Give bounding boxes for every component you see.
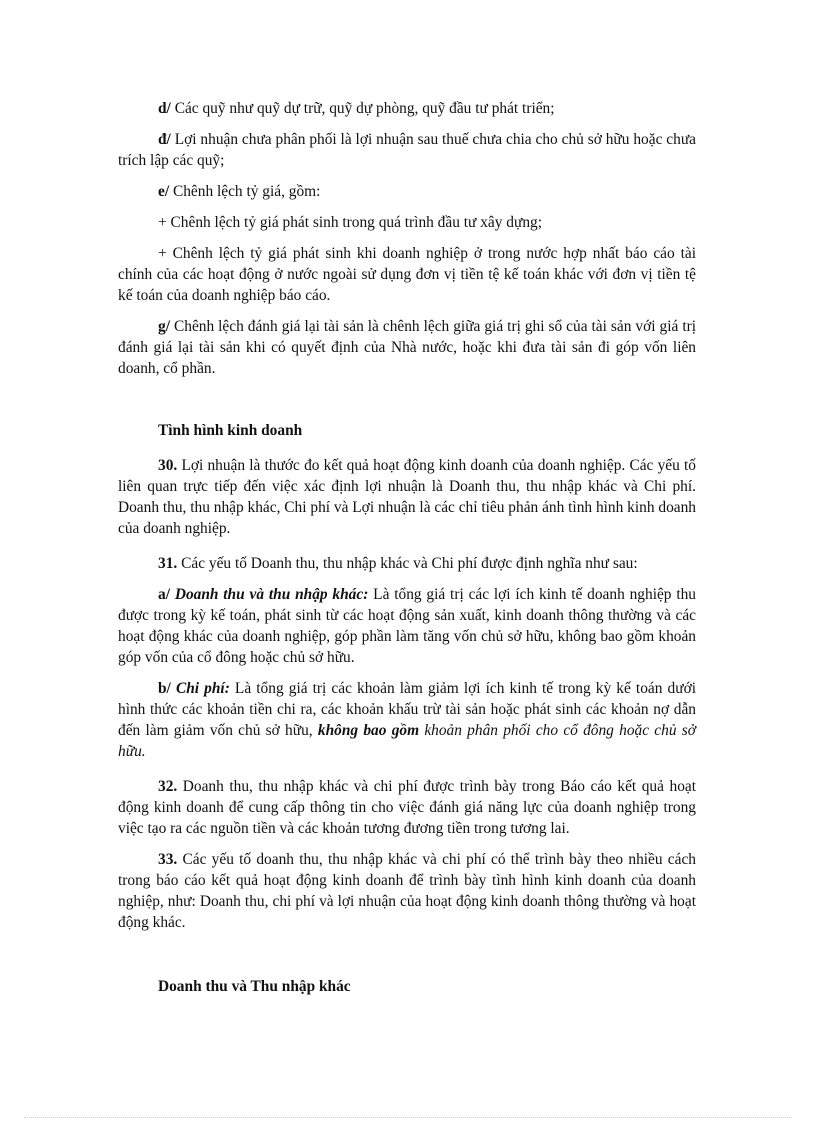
paragraph-31a: a/ Doanh thu và thu nhập khác: Là tổng giá trị các lợi ích kinh tế doanh nghiệp thu được trong kỳ kế toán, phát sinh từ các hoạt động sản xuất, kinh doanh thông thường và các hoạt động khác của doanh nghiệp, góp phần làm tăng vốn chủ sở hữu, không bao gồm khoản góp vốn của cổ đông hoặc chủ sở hữu. [118, 586, 696, 666]
paragraph-e: e/ Chênh lệch tỷ giá, gồm: [158, 183, 321, 200]
paragraph-e-bullet-1: + Chênh lệch tỷ giá phát sinh trong quá trình đầu tư xây dựng; [158, 214, 542, 231]
item-label: e/ [158, 183, 170, 200]
item-label: đ/ [158, 131, 171, 148]
item-label: a/ [158, 586, 170, 603]
paragraph-31: 31. Các yếu tố Doanh thu, thu nhập khác và Chi phí được định nghĩa như sau: [158, 555, 638, 572]
section-heading-revenue-other-income: Doanh thu và Thu nhập khác [158, 978, 351, 995]
page-content [118, 98, 696, 997]
paragraph-number: 32. [158, 778, 178, 795]
paragraph-32: 32. Doanh thu, thu nhập khác và chi phí được trình bày trong Báo cáo kết quả hoạt động kinh doanh để cung cấp thông tin cho việc đánh giá năng lực của doanh nghiệp trong việc tạo ra các nguồn tiền và các khoản tương đương tiền trong tương lai. [118, 778, 696, 837]
paragraph-33: 33. Các yếu tố doanh thu, thu nhập khác và chi phí có thể trình bày theo nhiều cách trong báo cáo kết quả hoạt động kinh doanh để trình bày tình hình kinh doanh của doanh nghiệp, như: Doanh thu, chi phí và lợi nhuận của hoạt động kinh doanh thông thường và hoạt động khác. [118, 851, 696, 931]
defined-term: Doanh thu và thu nhập khác: [174, 586, 369, 603]
paragraph-30: 30. Lợi nhuận là thước đo kết quả hoạt động kinh doanh của doanh nghiệp. Các yếu tố liên quan trực tiếp đến việc xác định lợi nhuận là Doanh thu, thu nhập khác và Chi phí. Doanh thu, thu nhập khác, Chi phí và Lợi nhuận là các chỉ tiêu phản ánh tình hình kinh doanh của doanh nghiệp. [118, 457, 696, 537]
paragraph-e-bullet-2: + Chênh lệch tỷ giá phát sinh khi doanh nghiệp ở trong nước hợp nhất báo cáo tài chính của các hoạt động ở nước ngoài sử dụng đơn vị tiền tệ kế toán khác với đơn vị tiền tệ kế toán của doanh nghiệp báo cáo. [118, 245, 696, 304]
paragraph-number: 33. [158, 851, 178, 868]
paragraph-d: d/ Các quỹ như quỹ dự trữ, quỹ dự phòng, quỹ đầu tư phát triển; [158, 100, 555, 117]
section-heading-business-situation: Tình hình kinh doanh [158, 422, 303, 439]
paragraph-31b: b/ Chi phí: Là tổng giá trị các khoản làm giảm lợi ích kinh tế trong kỳ kế toán dưới hình thức các khoản tiền chi ra, các khoản khấu trừ tài sản hoặc phát sinh các khoản nợ dẫn đến làm giảm vốn chủ sở hữu, không bao gồm khoản phân phối cho cổ đông hoặc chủ sở hữu. [118, 680, 696, 760]
item-label: b/ [158, 680, 171, 697]
paragraph-number: 31. [158, 555, 178, 572]
emphasis: không bao gồm [317, 722, 420, 739]
paragraph-number: 30. [158, 457, 178, 474]
page-bottom-divider [24, 1117, 792, 1118]
paragraph-dd: đ/ Lợi nhuận chưa phân phối là lợi nhuận sau thuế chưa chia cho chủ sở hữu hoặc chưa trích lập các quỹ; [118, 131, 696, 169]
item-label: g/ [158, 318, 170, 335]
paragraph-g: g/ Chênh lệch đánh giá lại tài sản là chênh lệch giữa giá trị ghi sổ của tài sản với giá trị đánh giá lại tài sản khi có quyết định của Nhà nước, hoặc khi đưa tài sản đi góp vốn liên doanh, cổ phần. [118, 318, 696, 377]
item-label: d/ [158, 100, 171, 117]
defined-term: Chi phí: [175, 680, 230, 697]
